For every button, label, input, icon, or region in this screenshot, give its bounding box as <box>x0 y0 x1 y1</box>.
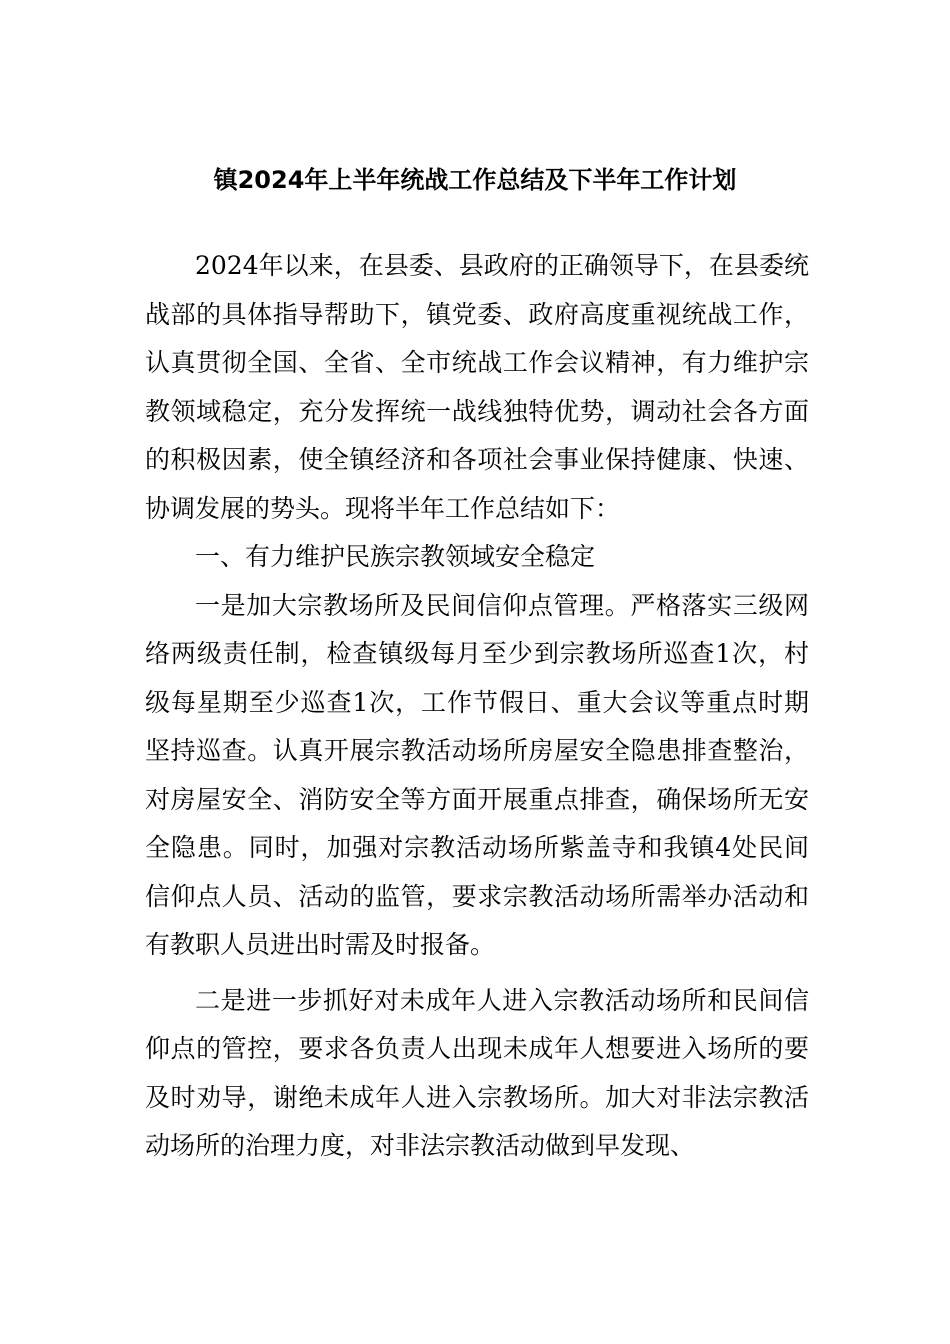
intro-paragraph: 2024年以来，在县委、县政府的正确领导下，在县委统战部的具体指导帮助下，镇党委、政府高度重视统战工作，认真贯彻全国、全省、全市统战工作会议精神，有力维护宗教领域稳定，充分发挥统一战线独特优势，调动社会各方面的积极因素，使全镇经济和各项社会事业保持健康、快速、协调发展的势头。现将半年工作总结如下： <box>145 251 809 523</box>
item-2-paragraph: 二是进一步抓好对未成年人进入宗教活动场所和民间信仰点的管控，要求各负责人出现未成年人想要进入场所的要及时劝导，谢绝未成年人进入宗教场所。加大对非法宗教活动场所的治理力度，对非法宗教活动做到早发现、 <box>145 985 809 1160</box>
document-body <box>145 242 809 1171</box>
item-1-paragraph: 一是加大宗教场所及民间信仰点管理。严格落实三级网络两级责任制，检查镇级每月至少到宗教场所巡查1次，村级每星期至少巡查1次，工作节假日、重大会议等重点时期坚持巡查。认真开展宗教活动场所房屋安全隐患排查整治，对房屋安全、消防安全等方面开展重点排查，确保场所无安全隐患。同时，加强对宗教活动场所紫盖寺和我镇4处民间信仰点人员、活动的监管，要求宗教活动场所需举办活动和有教职人员进出时需及时报备。 <box>145 590 809 959</box>
section-heading-1: 一、有力维护民族宗教领域安全稳定 <box>195 542 596 571</box>
document-title: 镇2024年上半年统战工作总结及下半年工作计划 <box>213 166 737 194</box>
